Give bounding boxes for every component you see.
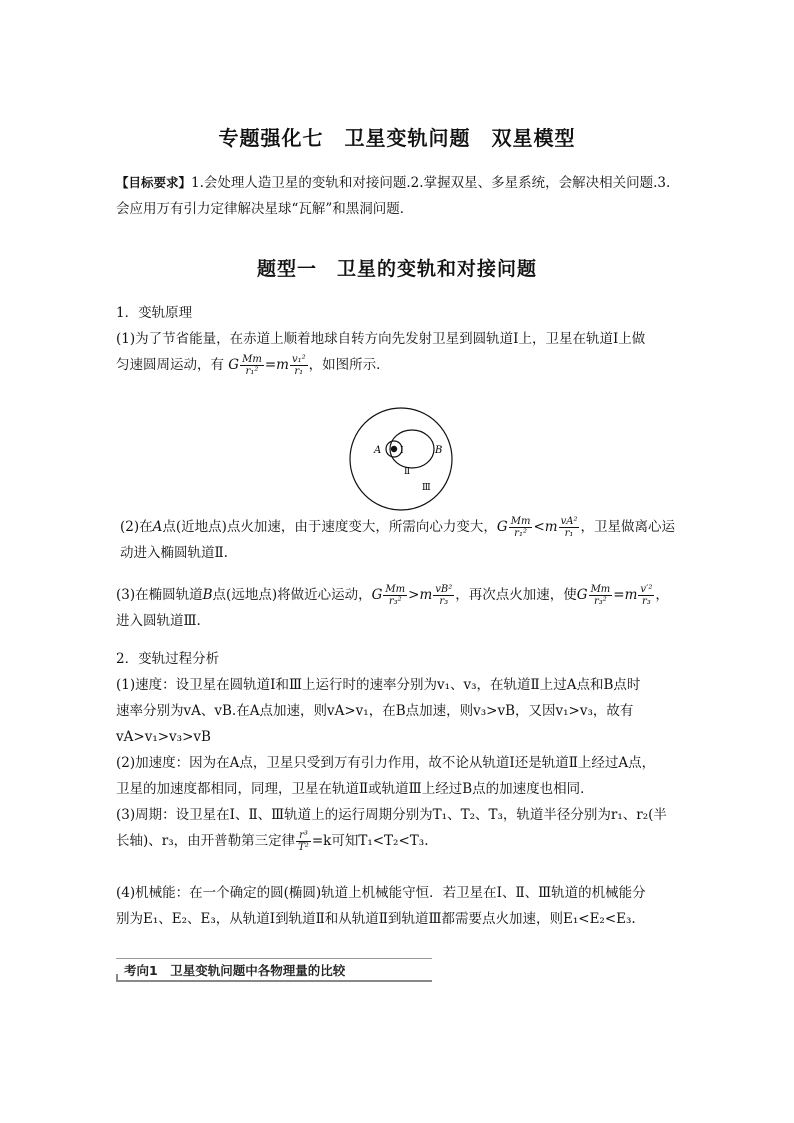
goal-line-1: 1.会处理人造卫星的变轨和对接问题.2.掌握双星、多星系统，会解决相关问题.3. bbox=[191, 175, 671, 191]
orbit-diagram bbox=[346, 404, 456, 514]
goal-paragraph bbox=[116, 170, 682, 222]
section2-heading: 2．变轨过程分析 bbox=[116, 651, 220, 667]
principle-1-line-2: 匀速圆周运动，有 bbox=[116, 357, 224, 373]
formula-2: G $\frac{Mm}{\text{r₁²}}$ <m $\frac{\text{vA²}}{\text{r₁}}$ bbox=[496, 516, 578, 539]
principle-2-line-2: 动进入椭圆轨道Ⅱ. bbox=[120, 545, 228, 561]
page-title: 专题强化七 卫星变轨问题 双星模型 bbox=[218, 126, 576, 150]
goal-label: 【目标要求】 bbox=[116, 175, 192, 190]
principle-1-line-1: (1)为了节省能量，在赤道上顺着地球自转方向先发射卫星到圆轨道Ⅰ上，卫星在轨道Ⅰ上做 bbox=[116, 331, 646, 347]
topic-bar-label: 考向1 卫星变轨问题中各物理量的比较 bbox=[124, 963, 346, 978]
analysis-energy: (4)机械能：在一个确定的圆(椭圆)轨道上机械能守恒．若卫星在Ⅰ、Ⅱ、Ⅲ轨道的机械能分 别为E₁、E₂、E₃，从轨道Ⅰ到轨道Ⅱ和从轨道Ⅱ到轨道Ⅲ都需要点火加速，则E₁<E₂<E₃. bbox=[116, 885, 646, 927]
topic-bar-top-line bbox=[116, 958, 432, 959]
formula-4: G $\frac{Mm}{\text{r₃²}}$ =m $\frac{\text{v′²}}{\text{r₃}}$ bbox=[576, 584, 653, 607]
principle-1 bbox=[116, 326, 682, 378]
topic-bar-bottom-line bbox=[116, 980, 432, 982]
principle-2: (2)在A点(近地点)点火加速，由于速度变大，所需向心力变大，G $\frac{Mm}{\text{r₁²}}$ <m $\frac{\text{vA²}}{\text{r₁}}$ ，卫星做离心运 动进入椭圆轨道Ⅱ. bbox=[120, 516, 675, 561]
analysis-period: (3)周期：设卫星在Ⅰ、Ⅱ、Ⅲ轨道上的运行周期分别为T₁、T₂、T₃，轨道半径分别为r₁、r₂(半 长轴)、r₃，由开普勒第三定律 $\frac{\text{r³}}{\text{T²}}$ =k可知T₁<T₂<T₃. bbox=[116, 807, 667, 853]
analysis-speed: (1)速度：设卫星在圆轨道Ⅰ和Ⅲ上运行时的速率分别为v₁、v₃，在轨道Ⅱ上过A点和B点时 速率分别为vA、vB.在A点加速，则vA>v₁，在B点加速，则v₃>vB，又因v₁>v₃，故有 vA>v₁>v₃>vB bbox=[116, 677, 641, 745]
label-orbit-1: Ⅰ bbox=[400, 446, 404, 456]
analysis-acceleration: (2)加速度：因为在A点，卫星只受到万有引力作用，故不论从轨道Ⅰ还是轨道Ⅱ上经过A点， 卫星的加速度都相同，同理，卫星在轨道Ⅱ或轨道Ⅲ上经过B点的加速度也相同． bbox=[116, 755, 656, 797]
label-b: B bbox=[435, 445, 443, 456]
label-orbit-2: Ⅱ bbox=[404, 467, 411, 477]
formula-1: G $\frac{Mm}{\text{r₁²}}$ =m $\frac{\text{v₁²}}{\text{r₁}}$ bbox=[228, 354, 306, 377]
label-orbit-3: Ⅲ bbox=[422, 483, 431, 493]
orbit-3-circle bbox=[350, 408, 452, 510]
point-b: B bbox=[202, 587, 213, 603]
goal-line-2: 会应用万有引力定律解决星球“瓦解”和黑洞问题． bbox=[116, 201, 414, 217]
label-a: A bbox=[374, 445, 382, 456]
formula-3: G $\frac{Mm}{\text{r₃²}}$ >m $\frac{\text{vB²}}{\text{r₃}}$ bbox=[371, 584, 453, 607]
earth-dot bbox=[391, 446, 397, 452]
section-title: 题型一 卫星的变轨和对接问题 bbox=[256, 258, 537, 280]
section1-heading: 1．变轨原理 bbox=[116, 305, 193, 321]
principle-3-line-2: 进入圆轨道Ⅲ. bbox=[116, 613, 201, 629]
topic-bar bbox=[116, 958, 432, 982]
point-a: A bbox=[152, 519, 163, 535]
kepler-fraction: $\frac{\text{r³}}{\text{T²}}$ bbox=[298, 830, 309, 853]
principle-1-line-2-end: ，如图所示． bbox=[308, 357, 390, 373]
principle-3: (3)在椭圆轨道B点(远地点)将做近心运动，G $\frac{Mm}{\text{r₃²}}$ >m $\frac{\text{vB²}}{\text{r₃}}$ ，再次点火加速，使G $\frac{Mm}{\text{r₃²}}$ =m $\frac{\text{v′²}}{\text{r₃}}$ ， 进入圆轨道Ⅲ. bbox=[116, 584, 669, 629]
